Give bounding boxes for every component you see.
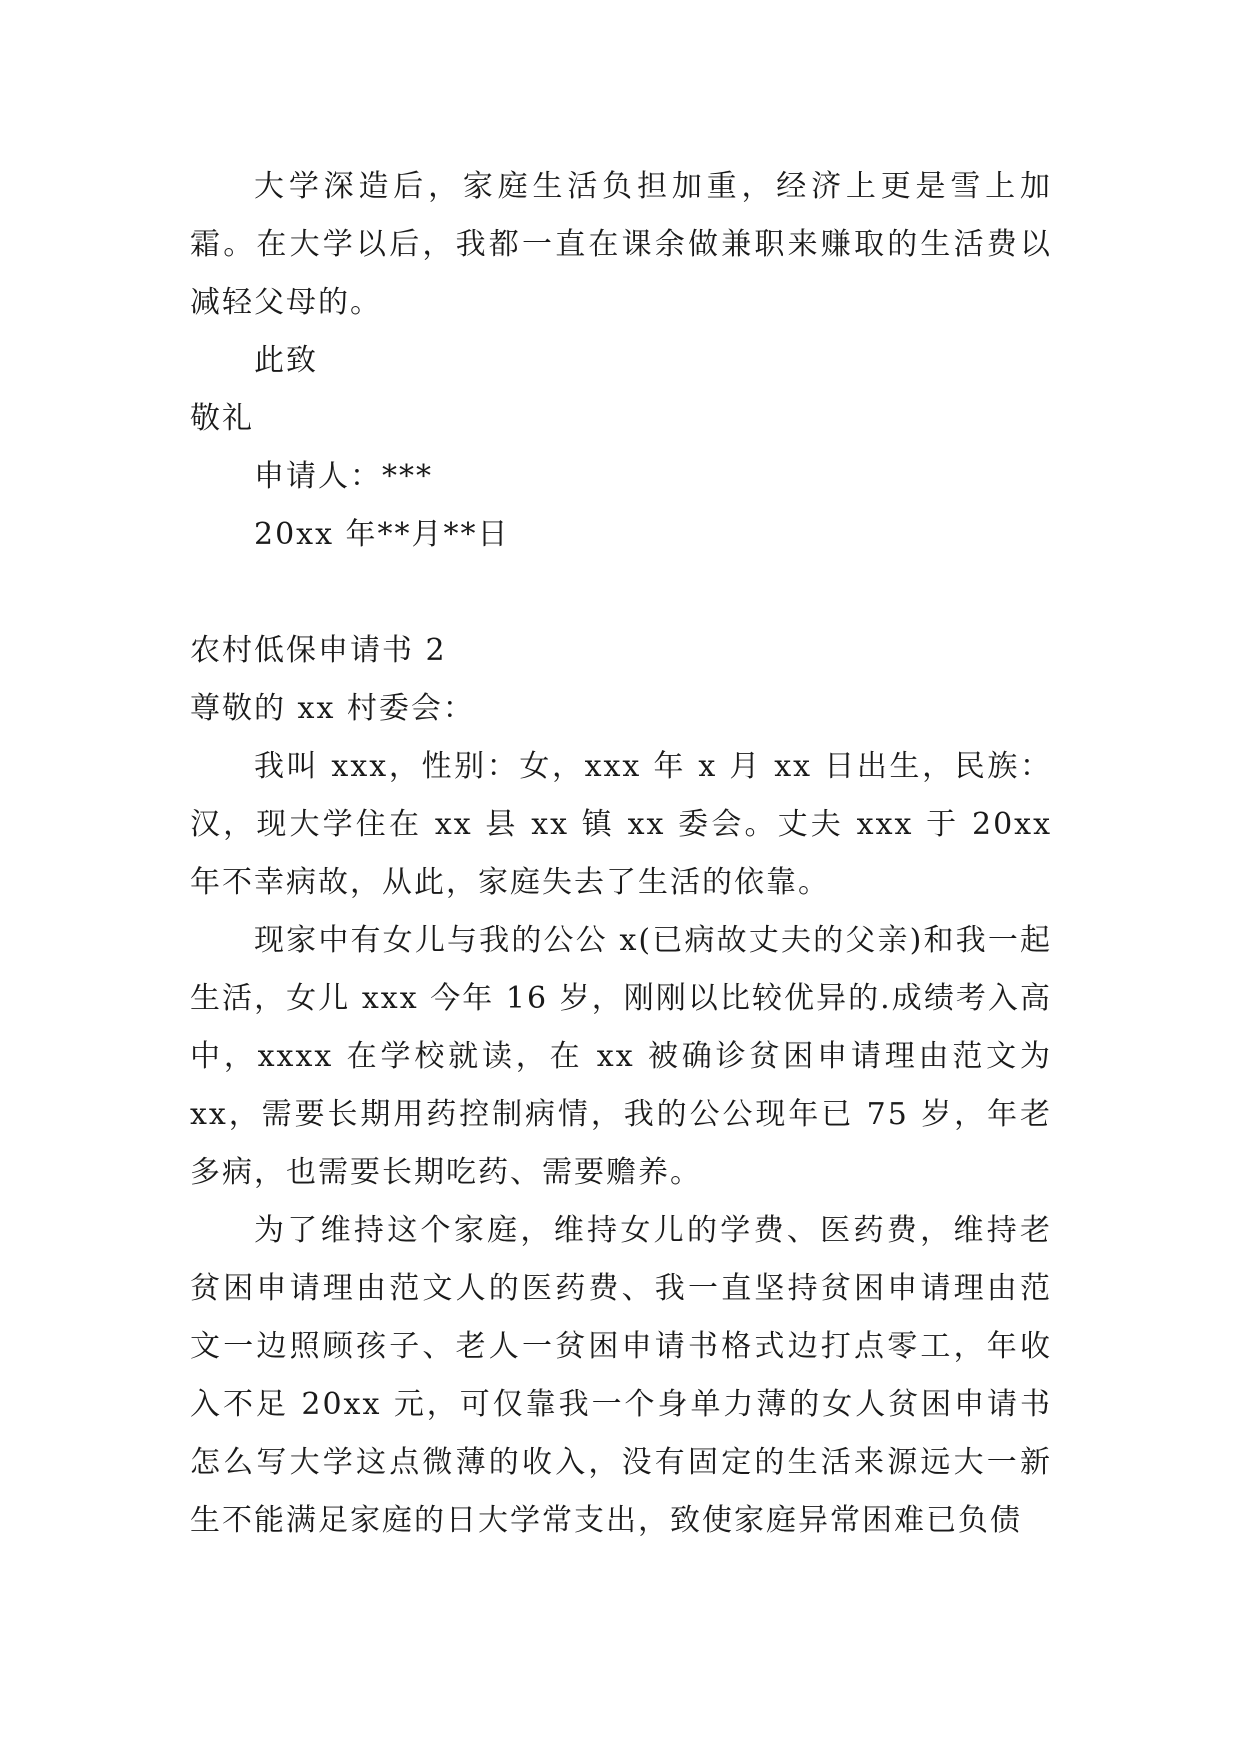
closing-salutation: 此致 xyxy=(254,343,318,378)
paragraph: 大学深造后，家庭生活负担加重，经济上更是雪上加霜。在大学以后，我都一直在课余做兼职来赚取的生活费以减轻父母的。 xyxy=(190,169,1052,320)
applicant-signature: 申请人：*** xyxy=(254,459,433,494)
closing-regards: 敬礼 xyxy=(190,401,254,436)
paragraph: 现家中有女儿与我的公公 x(已病故丈夫的父亲)和我一起生活，女儿 xxx 今年 16 岁，刚刚以比较优异的.成绩考入高中，xxxx 在学校就读，在 xx 被确诊贫困申请理由范文为 xx，需要长期用药控制病情，我的公公现年已 75 岁，年老多病，也需要长期吃药、需要赡养。 xyxy=(190,923,1052,1190)
paragraph: 我叫 xxx，性别：女，xxx 年 x 月 xx 日出生，民族：汉，现大学住在 xx 县 xx 镇 xx 委会。丈夫 xxx 于 20xx 年不幸病故，从此，家庭失去了生活的依靠。 xyxy=(190,749,1052,900)
signature-date: 20xx 年**月**日 xyxy=(254,517,510,552)
letter-salutation: 尊敬的 xx 村委会： xyxy=(190,691,475,726)
document-body xyxy=(190,158,1052,1550)
paragraph: 为了维持这个家庭，维持女儿的学费、医药费，维持老贫困申请理由范文人的医药费、我一直坚持贫困申请理由范文一边照顾孩子、老人一贫困申请书格式边打点零工，年收入不足 20xx 元，可仅靠我一个身单力薄的女人贫困申请书怎么写大学这点微薄的收入，没有固定的生活来源远大一新生不能满足家庭的日大学常支出，致使家庭异常困难已负债 xyxy=(190,1213,1052,1538)
letter-title: 农村低保申请书 2 xyxy=(190,633,447,668)
